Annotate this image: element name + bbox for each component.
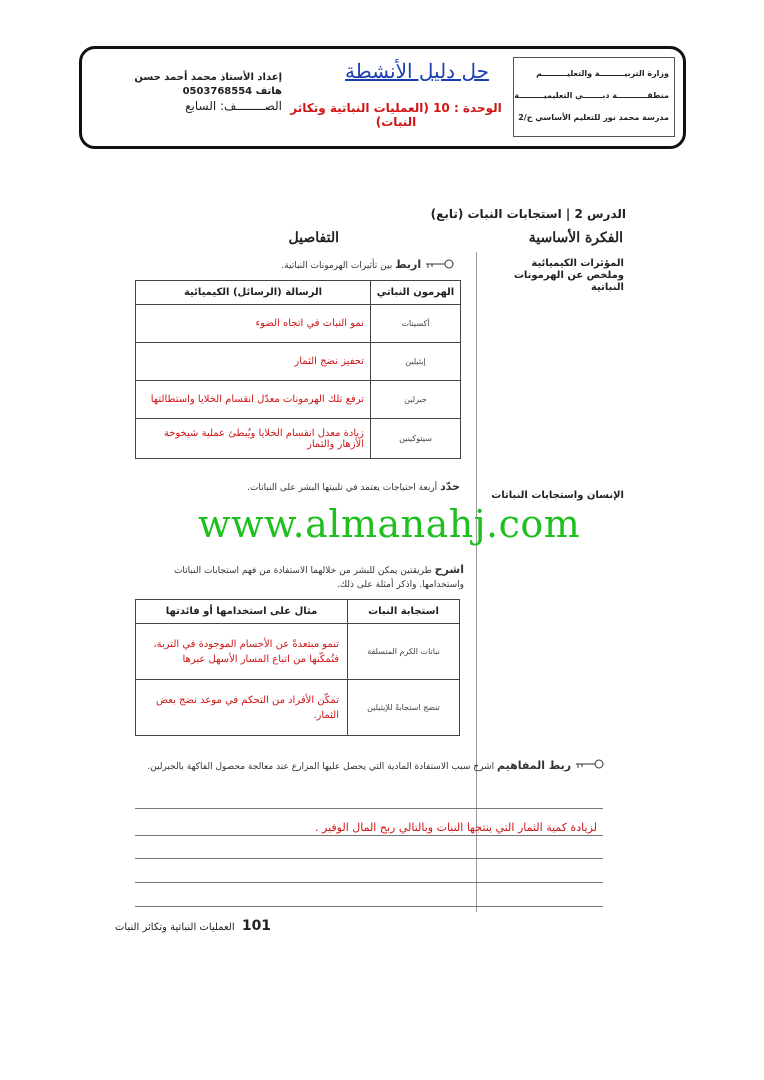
hormone-message: تحفيز نضج الثمار (136, 343, 371, 381)
section4-instruction (134, 758, 604, 775)
section4-answer: لزيادة كمية الثمار التي ينتجها النبات وبالتالي ربح المال الوفير . (315, 821, 597, 834)
author-info (122, 71, 282, 113)
hormone-name: أكسينات (371, 305, 461, 343)
section4-keyword: ربط المفاهيم (496, 759, 572, 772)
page-number: 101 (241, 918, 272, 934)
key-icon (574, 759, 604, 775)
hormone-name: إيثيلين (371, 343, 461, 381)
table-header: استجابة النبات (348, 600, 460, 624)
footer-text: العمليات النباتية وتكاثر النبات (115, 922, 235, 933)
section1-keyword: اربط (395, 258, 422, 271)
watermark: www.almanahj.com (198, 502, 581, 546)
school-name: مدرسة محمد نور للتعليم الأساسي ح/2 (518, 113, 669, 122)
section2-keyword: حدّد (440, 480, 460, 493)
hormone-table (135, 280, 461, 459)
hormone-name: جبرلين (371, 381, 461, 419)
answer-line (135, 882, 603, 883)
page-title: حل دليل الأنشطة (345, 59, 489, 83)
response-example: تنمو مبتعدةً عن الأجسام الموجودة في التربة، فتُمكّنها من اتباع المسار الأسهل عبرها (136, 624, 348, 680)
table-row (136, 624, 460, 680)
side-heading-chemicals: المؤثرات الكيميائية وملخص عن الهرمونات النباتية (513, 258, 624, 293)
plant-response-table (135, 599, 460, 736)
school-info-box (513, 57, 675, 137)
grade-label: الصــــــــف: السابع (185, 99, 282, 113)
zone-name: منطقـــــــــــة دبـــــــي التعليميـــــــــة (514, 91, 669, 100)
details-heading: التفاصيل (288, 230, 339, 246)
hormone-message: ترفع تلك الهرمونات معدّل انقسام الخلايا واستطالتها (136, 381, 371, 419)
table-row (136, 305, 461, 343)
table-row (136, 381, 461, 419)
section1-instruction (281, 258, 454, 272)
section4-text: اشرح سبب الاستفادة المادية التي يحصل عليها المزارع عند معالجة محصول الفاكهة بالجبرلين. (147, 762, 495, 772)
section1-text: بين تأثيرات الهرمونات النباتية. (281, 261, 393, 271)
plant-response: تنضج استجابةً للإيثيلين (348, 680, 460, 736)
section2-text: أربعة احتياجات يعتمد في تلبيتها البشر على النباتات. (247, 483, 438, 493)
answer-line (135, 835, 603, 836)
key-icon (424, 259, 454, 272)
unit-title: الوحدة : 10 (العمليات النباتية وتكاثر النبات) (290, 101, 502, 129)
hormone-message: نمو النبات في اتجاه الضوء (136, 305, 371, 343)
lesson-title: الدرس 2 | استجابات النبات (تابع) (430, 207, 626, 221)
answer-line (135, 858, 603, 859)
table-row (136, 419, 461, 459)
hormone-name: سيتوكينين (371, 419, 461, 459)
plant-response: نباتات الكرم المتسلقة (348, 624, 460, 680)
table-header: الهرمون النباتي (371, 281, 461, 305)
section3-text: طريقتين يمكن للبشر من خلالهما الاستفادة من فهم استجابات النباتات واستخدامها. واذكر أمثلة على ذلك. (173, 566, 464, 590)
section3-instruction (134, 563, 464, 592)
table-row (136, 680, 460, 736)
section2-instruction (247, 480, 460, 493)
table-header: مثال على استخدامها أو فائدتها (136, 600, 348, 624)
table-header: الرسالة (الرسائل) الكيميائية (136, 281, 371, 305)
key-idea-heading: الفكرة الأساسية (528, 230, 623, 246)
table-row (136, 343, 461, 381)
author-phone: هاتف 0503768554 (182, 86, 282, 97)
header-box (79, 46, 686, 149)
section3-keyword: اشرح (434, 563, 464, 576)
author-name: إعداد الأستاذ محمد أحمد حسن (134, 72, 282, 83)
hormone-message: زيادة معدل انقسام الخلايا ويُبطئ عملية شيخوخة الأزهار والثمار (136, 419, 371, 459)
side-heading-human: الإنسان واستجابات النباتات (491, 490, 624, 501)
response-example: تمكّن الأفراد من التحكم في موعد نضج بعض الثمار. (136, 680, 348, 736)
answer-line (135, 906, 603, 907)
column-divider (476, 252, 477, 912)
ministry-name: وزارة التربيـــــــــة والتعليـــــــــم (536, 69, 669, 78)
page-footer (115, 918, 271, 934)
answer-line (135, 808, 603, 809)
